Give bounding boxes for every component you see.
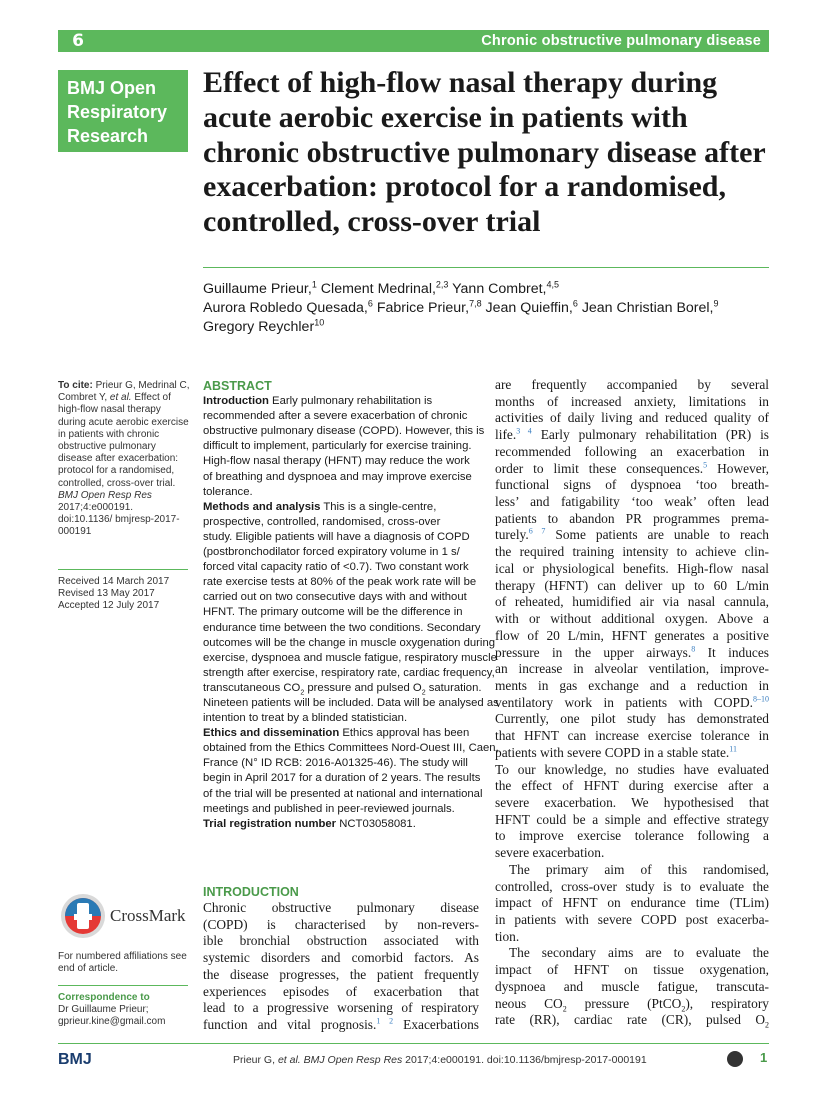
subscript: 2 [562,1004,567,1014]
author: Jean Christian Borel, [581,300,714,316]
body-line: ments in gas exchange and a reduction in [495,677,769,693]
journal-logo [58,70,188,152]
sidebar-divider [58,569,188,570]
body-line: functional signs of dyspnoea ‘too breath- [495,477,769,493]
body-line: neous CO [495,995,563,1011]
cite-authors: Prieur G, Medrinal C, Combret Y, [58,380,190,404]
abstract-text: intention to treat by a blinded statistician. [203,712,408,725]
abstract-heading: ABSTRACT [203,379,272,393]
author-affiliation: 1 [311,279,317,290]
author-affiliation: 7,8 [469,298,482,309]
author: Jean Quieffin, [485,300,573,316]
abstract-text: Early pulmonary rehabilitation is [272,395,433,408]
body-line: However, [717,460,769,476]
received-date: Received 14 March 2017 [58,576,170,587]
body-line: of reheated, humidified air via nasal cannula, [495,594,769,610]
body-line: experiences episodes of exacerbation that [203,983,479,999]
body-line: The primary aim of this randomised, [509,861,769,877]
cite-doi[interactable]: 2017;4:e000191. doi:10.1136/ bmjresp-2017-000191 [58,502,180,538]
author: Yann Combret, [452,281,547,297]
abstract-text: HFNT. The primary outcome will be the difference in [203,606,463,619]
top-bar [58,30,769,52]
abstract-text: endurance time between the two conditions. Secondary [203,621,481,634]
abstract-text: meetings and published in peer-reviewed journals. [203,802,455,815]
body-line: To our knowledge, no studies have evaluated [495,761,769,777]
citation-ref[interactable]: 6 7 [528,527,546,536]
author-affiliation: 9 [713,298,719,309]
author-list [203,280,773,337]
title-divider [203,267,769,268]
revised-date: Revised 13 May 2017 [58,588,155,600]
subscript: 2 [300,689,305,697]
abstract-text: High-flow nasal therapy (HFNT) may reduce the work [203,455,470,468]
bmj-logo: BMJ [58,1051,92,1068]
abstract-text: (postbronchodilator forced expiratory volume in 1 s/ [203,546,460,559]
body-line: ), respiratory [685,995,769,1011]
body-line: tion. [495,928,520,944]
body-line: impact of HFNT on endurance time (TLim) [495,895,769,911]
citation-ref[interactable]: 11 [729,744,737,754]
footer-cite-journal: et al. BMJ Open Resp Res [277,1054,403,1066]
citation-ref[interactable]: 8 [691,644,696,654]
body-line: (COPD) is characterised by non-revers- [203,916,479,932]
abstract-text: exercise, dyspnoea and muscle fatigue, respiratory muscle [203,651,497,664]
author: Clement Medrinal, [320,281,436,297]
body-line: function and vital prognosis. [203,1017,377,1033]
body-line: Currently, one pilot study has demonstrated [495,711,769,727]
abstract-text: obtained from the Ethics Committees Nord-Ouest III, Caen, [203,742,499,755]
body-line: It induces [707,644,769,660]
sidebar-divider [58,985,188,986]
body-line: an increase in alveolar ventilation, improve- [495,661,769,677]
body-line: patients with severe COPD in a stable state. [495,744,730,760]
accepted-date: Accepted 12 July 2017 [58,600,160,612]
abstract-text: France (N° ID RCB: 2016-A01325-46). The study will [203,757,468,770]
citation-ref[interactable]: 3 4 [516,426,532,436]
abstract-text: of the trial will be presented at national and international [203,787,483,800]
trial-number[interactable]: NCT03058081. [339,817,416,830]
body-line: ical or physiological benefits. High-flow nasal [495,560,769,576]
body-line: pressure (PtCO [584,995,682,1011]
footer-divider [58,1043,769,1044]
subscript: 2 [681,1004,686,1014]
citation-block [58,380,190,539]
body-line: are frequently accompanied by several [495,377,769,392]
citation-ref[interactable]: 5 [703,460,708,470]
body-line: that HFNT can increase exercise tolerance in [495,728,769,744]
abstract-text: difficult to implement, particularly for exercise training. [203,440,472,453]
abstract-text: transcutaneous CO [203,681,301,694]
abstract-text: strength after exercise, respiratory rate, cardiac frequency, [203,666,495,679]
citation-ref[interactable]: 1 2 [376,1016,394,1026]
abstract-text: saturation. [428,681,482,694]
cite-label: To cite: [58,380,93,391]
body-line: Early pulmonary rehabilitation (PR) is [540,427,769,443]
introduction-text [203,900,479,1034]
right-column-text [495,377,769,1029]
body-line: less’ and fatigability ‘too weak’ often lead [495,494,769,510]
author-affiliation: 6 [572,298,578,309]
footer-citation [233,1054,647,1066]
body-line: severe exacerbation. [495,845,605,861]
abstract-ethics-label: Ethics and dissemination [203,727,340,740]
body-line: controlled, cross-over study is to evaluate the [495,878,769,894]
body-line: lead to a progressive worsening of respiratory [203,1000,479,1016]
abstract-text: of breathing and dyspnoea and may improve exercise [203,470,472,483]
cite-journal: BMJ Open Resp Res [58,489,152,501]
page-number: 1 [760,1050,768,1065]
correspondence-heading: Correspondence to [58,992,150,1003]
body-line: ible bronchial obstruction associated with [203,933,479,949]
body-line: patients to abandon PR programmes prema- [495,510,769,526]
abstract-text: forced vital capacity ratio of <0.7). Two constant work [203,561,469,574]
abstract-text: rate exercise tests at 80% of the peak work rate will be [203,576,477,589]
author-affiliation: 6 [367,298,373,309]
body-line: months of increased anxiety, limitations in [495,393,769,409]
affiliation-note: For numbered affiliations see end of article. [58,951,187,975]
body-line: dyspnoea and muscle fatigue, transcuta- [495,978,769,994]
body-line: order to limit these consequences. [495,460,704,476]
abstract-text: tolerance. [203,485,253,498]
body-line: flow of 20 L/min, HFNT generates a positive [495,627,769,643]
body-line: HFNT could be a simple and effective strategy [495,811,769,827]
abstract-text: recommended after a severe exacerbation of chronic [203,410,468,423]
body-line: ventilatory work in patients with COPD. [495,694,753,710]
author: Guillaume Prieur, [203,281,312,297]
author: Fabrice Prieur, [376,300,470,316]
body-line: activities of daily living and reduced quality of [495,410,769,426]
body-line: severe exacerbation. We hypothesised that [495,794,769,810]
introduction-heading: INTRODUCTION [203,885,299,899]
abstract-text: prospective, controlled, randomised, cross-over [203,515,441,528]
body-line: the effect of HFNT during exercise after a [495,778,769,794]
abstract-intro-label: Introduction [203,395,269,408]
abstract-text: begin in April 2017 for a duration of 2 years. The results [203,772,481,785]
author-affiliation: 10 [314,317,325,328]
body-line: impact of HFNT on tissue oxygenation, [495,962,769,978]
crossmark-icon [60,893,106,939]
body-line: recommended following an exacerbation in [495,443,769,459]
journal-line-3: Research [67,126,149,146]
abstract-methods-label: Methods and analysis [203,500,321,513]
footer-cite-authors: Prieur G, [233,1054,276,1066]
section-label: Chronic obstructive pulmonary disease [481,33,761,49]
body-line: Exacerbations [403,1017,479,1033]
subscript: 2 [421,689,426,697]
abstract-text: study. Eligible patients will have a diagnosis of COPD [203,530,470,543]
body-line: rate (RR), cardiac rate (CR), pulsed O [495,1012,765,1028]
journal-line-1: BMJ Open [67,78,157,98]
body-line: to improve exercise tolerance following a [495,828,769,844]
abstract-trial-label: Trial registration number [203,817,337,830]
abstract-text: pressure and pulsed O [307,681,422,694]
body-line: therapy (HFNT) can deliver up to 60 L/min [495,577,769,593]
abstract [203,379,499,832]
cite-text: Effect of high-flow nasal therapy during acute aerobic exercise in patients with chronic obstructive pulmonary disease after exacerbation: protocol for a randomised, controlled, cross-over trial. [58,392,189,489]
body-line: pressure in the upper airways. [495,644,692,660]
author-affiliation: 2,3 [435,279,449,290]
abstract-text: Ethics approval has been [342,727,470,740]
body-line: with or without additional oxygen. Above a [495,611,769,627]
article-title: Effect of high-flow nasal therapy during acute aerobic exercise in patients with chronic obstructive pulmonary disease after exacerbation: protocol for a randomised, controlled, cross-over trial [203,66,766,239]
abstract-text: carried out on two consecutive days with and without [203,591,467,604]
correspondence-name: Dr Guillaume Prieur; [58,1004,149,1016]
correspondence-email[interactable]: gprieur.kine@gmail.com [58,1016,166,1028]
cite-etal: et al. [109,392,132,404]
footer-cite-doi: 2017;4:e000191. doi:10.1136/bmjresp-2017-000191 [405,1054,647,1066]
journal-line-2: Respiratory [67,102,168,122]
author: Gregory Reychler [203,319,315,335]
body-line: Chronic obstructive pulmonary disease [203,900,479,915]
body-line: systemic disorders and comorbid factors. As [203,950,479,966]
abstract-text: Nineteen patients will be included. Data will be analysed as [203,696,499,709]
citation-ref[interactable]: 8–10 [753,694,769,704]
crossmark-badge[interactable] [60,893,190,939]
abstract-text: outcomes will be the change in muscle oxygenation during [203,636,496,649]
body-line: life. [495,427,517,443]
body-line: Some patients are unable to reach [555,527,769,543]
open-access-icon: 6 [72,31,84,51]
dates-block [58,576,190,613]
author: Aurora Robledo Quesada, [203,300,368,316]
subscript: 2 [765,1020,769,1030]
body-line: The secondary aims are to evaluate the [509,945,769,961]
correspondence-block [58,992,190,1029]
author-affiliation: 4,5 [546,279,560,290]
publisher-seal-icon [727,1051,743,1067]
crossmark-label: CrossMark [110,906,186,925]
body-line: the disease progresses, the patient frequently [203,966,479,982]
body-line: turely. [495,527,529,543]
body-line: in patients with severe COPD post exacerba- [495,912,769,927]
abstract-text: This is a single-centre, [323,500,437,513]
body-line: the required training intensity to achieve clin- [495,544,769,560]
abstract-text: obstructive pulmonary disease (COPD). However, this is [203,425,485,438]
